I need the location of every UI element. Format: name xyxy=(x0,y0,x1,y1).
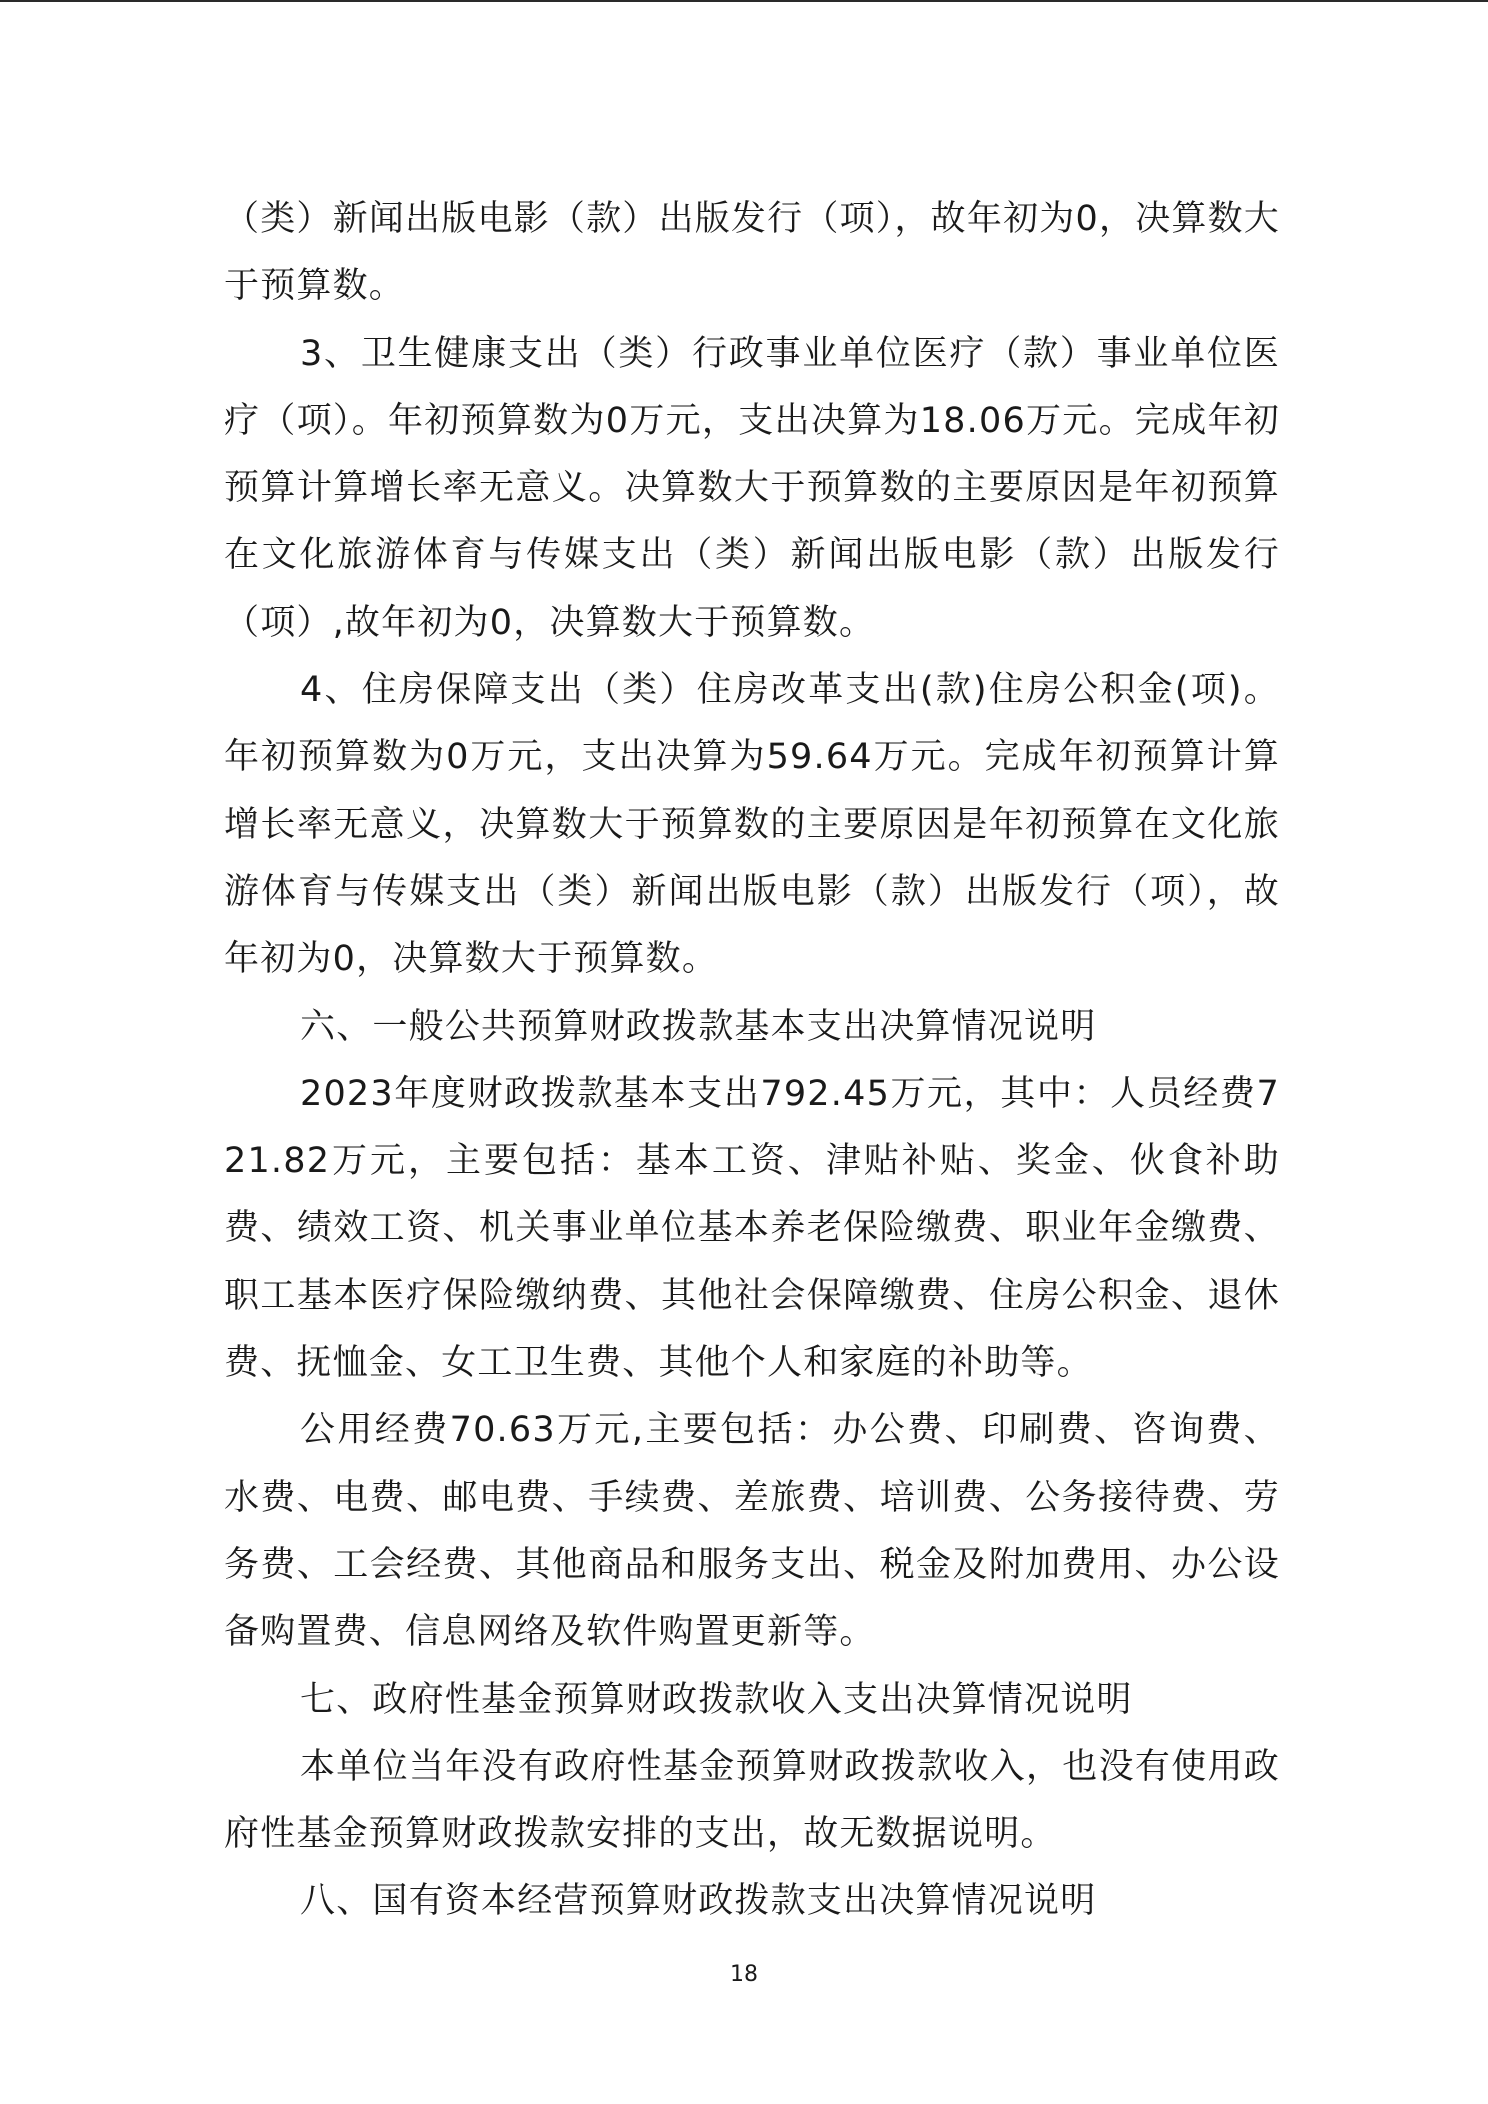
paragraph-public-expenses: 公用经费70.63万元,主要包括：办公费、印刷费、咨询费、水费、电费、邮电费、手续费、差旅费、培训费、公务接待费、劳务费、工会经费、其他商品和服务支出、税金及附加费用、办公设备购置费、信息网络及软件购置更新等。 xyxy=(224,1410,1280,1653)
paragraph-government-fund: 本单位当年没有政府性基金预算财政拨款收入，也没有使用政府性基金预算财政拨款安排的支出，故无数据说明。 xyxy=(224,1746,1280,1855)
paragraph-housing-expenditure: 4、住房保障支出（类）住房改革支出(款)住房公积金(项)。年初预算数为0万元，支出决算为59.64万元。完成年初预算计算增长率无意义，决算数大于预算数的主要原因是年初预算在文化旅游体育与传媒支出（类）新闻出版电影（款）出版发行（项），故年初为0，决算数大于预算数。 xyxy=(224,670,1280,980)
section-heading-state-capital: 八、国有资本经营预算财政拨款支出决算情况说明 xyxy=(300,1881,1097,1922)
page-number: 18 xyxy=(730,1962,758,1987)
section-heading-government-fund: 七、政府性基金预算财政拨款收入支出决算情况说明 xyxy=(300,1679,1133,1720)
top-border-line xyxy=(0,0,1488,2)
paragraph-health-expenditure: 3、卫生健康支出（类）行政事业单位医疗（款）事业单位医疗（项）。年初预算数为0万元，支出决算为18.06万元。完成年初预算计算增长率无意义。决算数大于预算数的主要原因是年初预算在文化旅游体育与传媒支出（类）新闻出版电影（款）出版发行（项）,故年初为0，决算数大于预算数。 xyxy=(224,333,1280,643)
document-body xyxy=(224,186,1280,1936)
paragraph-continuation: （类）新闻出版电影（款）出版发行（项），故年初为0，决算数大于预算数。 xyxy=(224,199,1280,307)
section-heading-basic-expenditure: 六、一般公共预算财政拨款基本支出决算情况说明 xyxy=(300,1006,1097,1047)
paragraph-personnel-expenses: 2023年度财政拨款基本支出792.45万元，其中：人员经费721.82万元，主要包括：基本工资、津贴补贴、奖金、伙食补助费、绩效工资、机关事业单位基本养老保险缴费、职业年金缴费、职工基本医疗保险缴纳费、其他社会保障缴费、住房公积金、退休费、抚恤金、女工卫生费、其他个人和家庭的补助等。 xyxy=(224,1073,1280,1384)
